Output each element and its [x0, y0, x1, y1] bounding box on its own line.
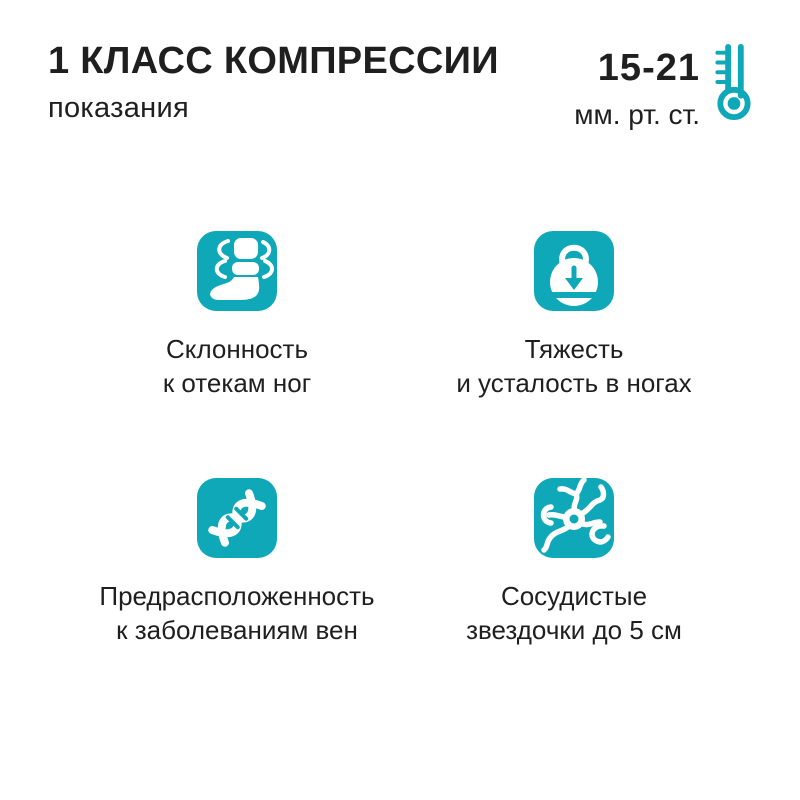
swollen-ankle-icon [197, 231, 277, 311]
dna-icon [197, 478, 277, 558]
pressure-range: 15-21 [597, 47, 700, 89]
thermometer-icon [713, 42, 753, 122]
label-line: Тяжесть [524, 334, 624, 364]
page-subtitle: показания [48, 92, 190, 124]
pressure-block [574, 42, 753, 129]
label-line: Сосудистые [500, 581, 648, 611]
page-title: 1 КЛАСС КОМПРЕССИИ [48, 40, 499, 82]
pressure-unit: мм. рт. ст. [574, 99, 700, 130]
kettlebell-weight-icon [534, 231, 614, 311]
label-line: к заболеваниям вен [116, 615, 358, 645]
header [48, 42, 753, 129]
label-line: Склонность [166, 334, 308, 364]
indication-label [57, 332, 417, 400]
indication-label [394, 579, 754, 647]
label-line: к отекам ног [162, 368, 312, 398]
header-left [48, 42, 499, 123]
label-line: Предрасположенность [99, 581, 375, 611]
pressure-text [574, 42, 700, 129]
indication-label [57, 579, 417, 647]
dna-glyph [197, 478, 277, 558]
label-line: звездочки до 5 см [466, 615, 682, 645]
spider-veins-icon [534, 478, 614, 558]
indication-label [394, 332, 754, 400]
indication-item-predisposition [57, 478, 417, 647]
spider-veins-glyph [534, 478, 614, 558]
swollen-ankle-glyph [197, 231, 277, 311]
indication-item-spider-veins [394, 478, 754, 647]
label-line: и усталость в ногах [456, 368, 692, 398]
kettlebell-glyph [534, 231, 614, 311]
indication-item-heaviness [394, 231, 754, 400]
indication-item-swelling [57, 231, 417, 400]
